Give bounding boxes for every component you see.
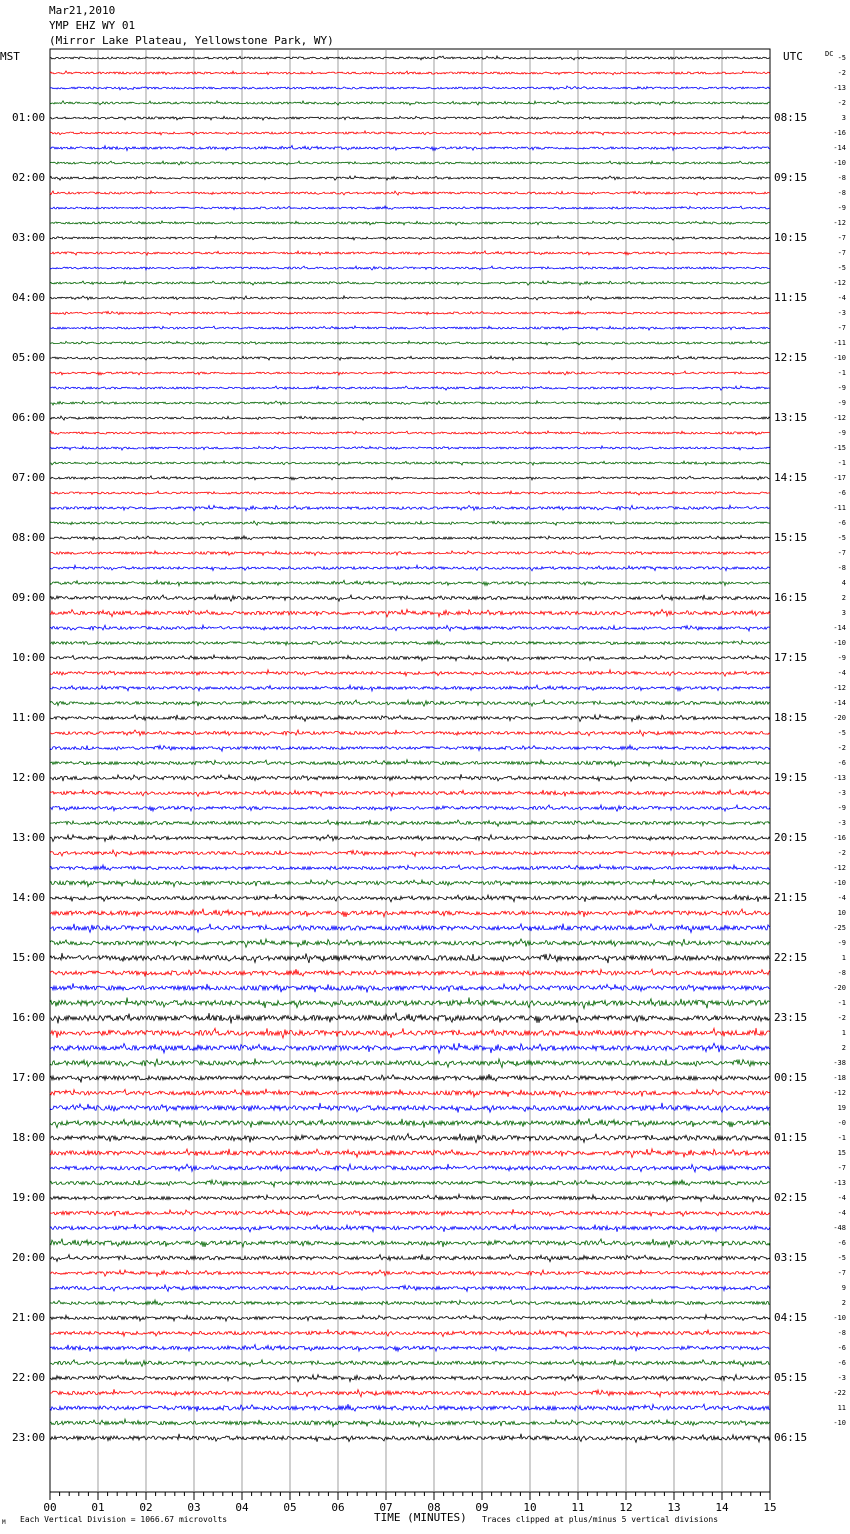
seismic-trace [50,521,770,525]
seismic-trace [50,176,770,180]
seismic-trace [50,236,770,240]
seismic-trace [50,1434,770,1443]
seismic-trace [50,206,770,210]
seismic-trace [50,715,770,722]
utc-hour-label: 23:15 [774,1011,808,1024]
seismic-trace [50,1285,770,1291]
dc-offset-label: -0 [837,1119,846,1127]
seismic-trace [50,790,770,797]
mst-hour-label: 01:00 [12,111,46,124]
mst-hour-label: 10:00 [12,651,46,664]
utc-hour-label: 06:15 [774,1431,808,1444]
seismic-trace [50,505,770,511]
x-tick-label: 12 [619,1501,633,1514]
mst-hour-label: 22:00 [12,1371,46,1384]
dc-offset-label: 10 [837,909,846,917]
utc-hour-label: 01:15 [774,1131,808,1144]
x-tick-label: 01 [91,1501,105,1514]
seismic-trace [50,1389,770,1397]
seismic-trace [50,371,770,375]
seismic-trace [50,595,770,601]
utc-hour-label: 18:15 [774,711,808,724]
dc-offset-label: -3 [837,1374,846,1382]
scale-note: Each Vertical Division = 1066.67 microvolts [20,1515,228,1524]
seismic-trace [50,1345,770,1352]
seismic-trace [50,326,770,330]
utc-hour-label: 21:15 [774,891,808,904]
dc-offset-label: 2 [841,1299,846,1307]
dc-offset-label: -9 [837,429,846,437]
dc-offset-label: -12 [833,864,846,872]
dc-offset-label: -4 [837,1209,846,1217]
seismic-trace [50,700,770,706]
utc-hour-label: 02:15 [774,1191,808,1204]
seismic-trace [50,56,770,60]
seismic-trace [50,101,770,105]
seismic-trace [50,116,770,120]
seismic-trace [50,745,770,751]
dc-offset-label: -4 [837,894,846,902]
dc-offset-label: -9 [837,804,846,812]
seismic-trace [50,969,770,976]
utc-hour-label: 15:15 [774,531,808,544]
dc-offset-label: -6 [837,489,846,497]
seismic-trace [50,131,770,135]
seismic-trace [50,1329,770,1336]
mst-hour-label: 05:00 [12,351,46,364]
mst-hour-label: 13:00 [12,831,46,844]
dc-offset-label: 3 [841,609,846,617]
utc-hour-label: 09:15 [774,171,808,184]
seismic-trace [50,953,770,963]
seismic-trace [50,850,770,856]
dc-offset-label: -2 [837,744,846,752]
dc-offset-label: -9 [837,654,846,662]
dc-offset-label: -25 [833,924,846,932]
seismic-trace [50,909,770,917]
seismic-trace [50,1209,770,1216]
dc-offset-label: -8 [837,564,846,572]
dc-offset-label: -22 [833,1389,846,1397]
seismic-trace [50,983,770,992]
dc-offset-label: -2 [837,1014,846,1022]
dc-offset-label: -11 [833,339,846,347]
seismic-trace [50,1315,770,1321]
x-tick-label: 10 [523,1501,537,1514]
utc-hour-label: 17:15 [774,651,808,664]
dc-offset-label: -10 [833,879,846,887]
seismic-trace [50,1419,770,1427]
dc-offset-label: -6 [837,1359,846,1367]
dc-offset-label: -3 [837,819,846,827]
x-tick-label: 13 [667,1501,681,1514]
station-location: (Mirror Lake Plateau, Yellowstone Park, WY) [49,34,334,47]
dc-offset-label: -13 [833,774,846,782]
dc-offset-label: -7 [837,1269,846,1277]
dc-offset-label: -17 [833,474,846,482]
dc-offset-label: -12 [833,684,846,692]
seismic-trace [50,805,770,811]
dc-offset-label: -16 [833,834,846,842]
station-code: YMP EHZ WY 01 [49,19,136,32]
mst-hour-label: 11:00 [12,711,46,724]
seismic-trace [50,476,770,480]
utc-hour-label: 22:15 [774,951,808,964]
dc-offset-label: -3 [837,309,846,317]
seismic-trace [50,1089,770,1097]
utc-hour-label: 04:15 [774,1311,808,1324]
seismic-trace [50,1180,770,1187]
dc-offset-label: -38 [833,1059,846,1067]
utc-hour-label: 14:15 [774,471,808,484]
dc-offset-label: -5 [837,1254,846,1262]
dc-offset-label: -9 [837,204,846,212]
dc-offset-label: 11 [837,1404,846,1412]
seismic-trace [50,281,770,285]
dc-offset-label: -1 [837,459,846,467]
seismic-trace [50,1254,770,1261]
seismic-trace [50,1043,770,1053]
dc-offset-label: -16 [833,129,846,137]
dc-offset-label: -12 [833,219,846,227]
seismic-trace [50,386,770,390]
seismic-trace [50,924,770,933]
seismic-trace [50,685,770,691]
dc-offset-label: -1 [837,1134,846,1142]
mst-hour-label: 19:00 [12,1191,46,1204]
dc-offset-label: -4 [837,294,846,302]
utc-hour-label: 12:15 [774,351,808,364]
dc-offset-label: -1 [837,999,846,1007]
mst-hour-label: 06:00 [12,411,46,424]
mst-hour-label: 04:00 [12,291,46,304]
dc-offset-label: -20 [833,984,846,992]
seismic-trace [50,774,770,781]
seismic-trace [50,835,770,842]
seismic-trace [50,609,770,617]
dc-offset-label: -10 [833,639,846,647]
dc-offset-label: -15 [833,444,846,452]
mst-hour-label: 15:00 [12,951,46,964]
dc-offset-label: -11 [833,504,846,512]
dc-offset-label: -9 [837,384,846,392]
dc-offset-label: 15 [837,1149,846,1157]
seismic-trace [50,879,770,887]
seismic-trace [50,640,770,645]
dc-offset-label: -2 [837,849,846,857]
dc-offset-label: 1 [841,954,846,962]
seismic-trace [50,1375,770,1382]
seismic-trace [50,551,770,556]
mst-hour-label: 07:00 [12,471,46,484]
x-tick-label: 07 [379,1501,393,1514]
mst-hour-label: 18:00 [12,1131,46,1144]
dc-offset-label: -3 [837,789,846,797]
dc-offset-label: -13 [833,84,846,92]
x-tick-label: 02 [139,1501,153,1514]
utc-hour-label: 10:15 [774,231,808,244]
seismic-trace [50,820,770,827]
seismic-trace [50,1360,770,1367]
x-tick-label: 15 [763,1501,777,1514]
plot-date: Mar21,2010 [49,4,116,17]
dc-offset-label: -14 [833,144,846,152]
seismic-trace [50,461,770,465]
dc-offset-label: -10 [833,354,846,362]
x-tick-label: 14 [715,1501,729,1514]
dc-offset-label: 19 [837,1104,846,1112]
seismic-trace [50,221,770,225]
seismic-trace [50,1164,770,1172]
seismic-trace [50,1194,770,1201]
x-tick-label: 03 [187,1501,201,1514]
mst-hour-label: 02:00 [12,171,46,184]
dc-offset-label: -13 [833,1179,846,1187]
dc-offset-label: -20 [833,714,846,722]
mst-hour-label: 23:00 [12,1431,46,1444]
dc-offset-label: -4 [837,1194,846,1202]
seismic-trace [50,1058,770,1067]
dc-offset-label: -12 [833,1089,846,1097]
seismic-trace [50,191,770,195]
x-tick-label: 00 [43,1501,57,1514]
seismic-trace [50,86,770,90]
dc-offset-label: -2 [837,69,846,77]
utc-hour-label: 16:15 [774,591,808,604]
dc-offset-label: -6 [837,1239,846,1247]
seismic-trace [50,894,770,902]
seismic-trace [50,1149,770,1158]
utc-hour-label: 11:15 [774,291,808,304]
dc-offset-label: -7 [837,234,846,242]
utc-hour-label: 20:15 [774,831,808,844]
dc-offset-label: -10 [833,1419,846,1427]
dc-column-title: DC [825,50,834,58]
x-tick-label: 08 [427,1501,441,1514]
seismic-trace [50,311,770,315]
dc-offset-label: -9 [837,399,846,407]
x-tick-label: 06 [331,1501,345,1514]
dc-offset-label: 1 [841,1029,846,1037]
dc-offset-label: 4 [841,579,846,587]
dc-offset-label: -7 [837,1164,846,1172]
dc-offset-label: -4 [837,669,846,677]
footer-mark: M [2,1519,6,1526]
mst-hour-label: 20:00 [12,1251,46,1264]
seismic-trace [50,161,770,165]
mst-hour-label: 14:00 [12,891,46,904]
seismic-trace [50,431,770,435]
mst-hour-label: 12:00 [12,771,46,784]
mst-hour-label: 21:00 [12,1311,46,1324]
seismic-trace [50,296,770,300]
dc-offset-label: -8 [837,1329,846,1337]
seismic-trace [50,1013,770,1024]
seismic-trace [50,356,770,360]
seismic-trace [50,266,770,270]
x-tick-label: 04 [235,1501,249,1514]
seismic-trace [50,997,770,1008]
dc-offset-label: -1 [837,369,846,377]
mst-hour-label: 16:00 [12,1011,46,1024]
dc-offset-label: -10 [833,1314,846,1322]
mst-hour-label: 09:00 [12,591,46,604]
seismic-trace [50,760,770,767]
utc-hour-label: 00:15 [774,1071,808,1084]
dc-offset-label: -8 [837,969,846,977]
seismic-trace [50,1118,770,1127]
dc-offset-label: -5 [837,729,846,737]
mst-axis-title: MST [0,50,20,63]
seismic-trace [50,146,770,151]
seismic-trace [50,251,770,255]
clip-note: Traces clipped at plus/minus 5 vertical divisions [482,1515,719,1524]
dc-offset-label: -6 [837,1344,846,1352]
dc-offset-label: -7 [837,549,846,557]
seismic-trace [50,1028,770,1038]
seismic-trace [50,1134,770,1143]
x-tick-label: 09 [475,1501,489,1514]
dc-offset-label: -6 [837,759,846,767]
seismic-trace [50,1404,770,1411]
dc-offset-label: -9 [837,939,846,947]
utc-hour-label: 13:15 [774,411,808,424]
dc-offset-label: -10 [833,159,846,167]
seismic-trace [50,1300,770,1306]
seismic-trace [50,670,770,676]
dc-offset-label: -8 [837,174,846,182]
seismic-trace [50,341,770,345]
seismic-trace [50,446,770,450]
seismic-trace [50,71,770,75]
seismic-trace [50,939,770,947]
dc-offset-label: -48 [833,1224,846,1232]
x-axis-label: TIME (MINUTES) [374,1511,467,1524]
utc-axis-title: UTC [783,50,803,63]
dc-offset-label: -5 [837,534,846,542]
dc-offset-label: -5 [837,54,846,62]
dc-offset-label: 3 [841,114,846,122]
utc-hour-label: 03:15 [774,1251,808,1264]
plot-frame [50,49,770,1492]
mst-hour-label: 17:00 [12,1071,46,1084]
dc-offset-label: -14 [833,699,846,707]
mst-hour-label: 03:00 [12,231,46,244]
dc-offset-label: -18 [833,1074,846,1082]
seismic-trace [50,535,770,540]
dc-offset-label: -14 [833,624,846,632]
seismic-trace [50,1270,770,1276]
dc-offset-label: 2 [841,594,846,602]
seismic-trace [50,730,770,736]
utc-hour-label: 08:15 [774,111,808,124]
dc-offset-label: -12 [833,279,846,287]
dc-offset-label: -12 [833,414,846,422]
mst-hour-label: 08:00 [12,531,46,544]
dc-offset-label: 2 [841,1044,846,1052]
seismic-trace [50,625,770,631]
dc-offset-label: -6 [837,519,846,527]
utc-hour-label: 19:15 [774,771,808,784]
x-tick-label: 05 [283,1501,297,1514]
dc-offset-label: -2 [837,99,846,107]
seismic-trace [50,580,770,586]
dc-offset-label: -5 [837,264,846,272]
seismic-trace [50,865,770,871]
seismic-trace [50,491,770,495]
seismic-trace [50,401,770,405]
seismic-trace [50,1103,770,1113]
seismic-trace [50,1239,770,1248]
seismic-trace [50,655,770,661]
dc-offset-label: -7 [837,249,846,257]
seismic-trace [50,416,770,420]
seismic-trace [50,1074,770,1082]
seismic-trace [50,1224,770,1232]
dc-offset-label: 9 [841,1284,846,1292]
utc-hour-label: 05:15 [774,1371,808,1384]
dc-offset-label: -7 [837,324,846,332]
dc-offset-label: -8 [837,189,846,197]
x-tick-label: 11 [571,1501,585,1514]
seismic-trace [50,565,770,571]
